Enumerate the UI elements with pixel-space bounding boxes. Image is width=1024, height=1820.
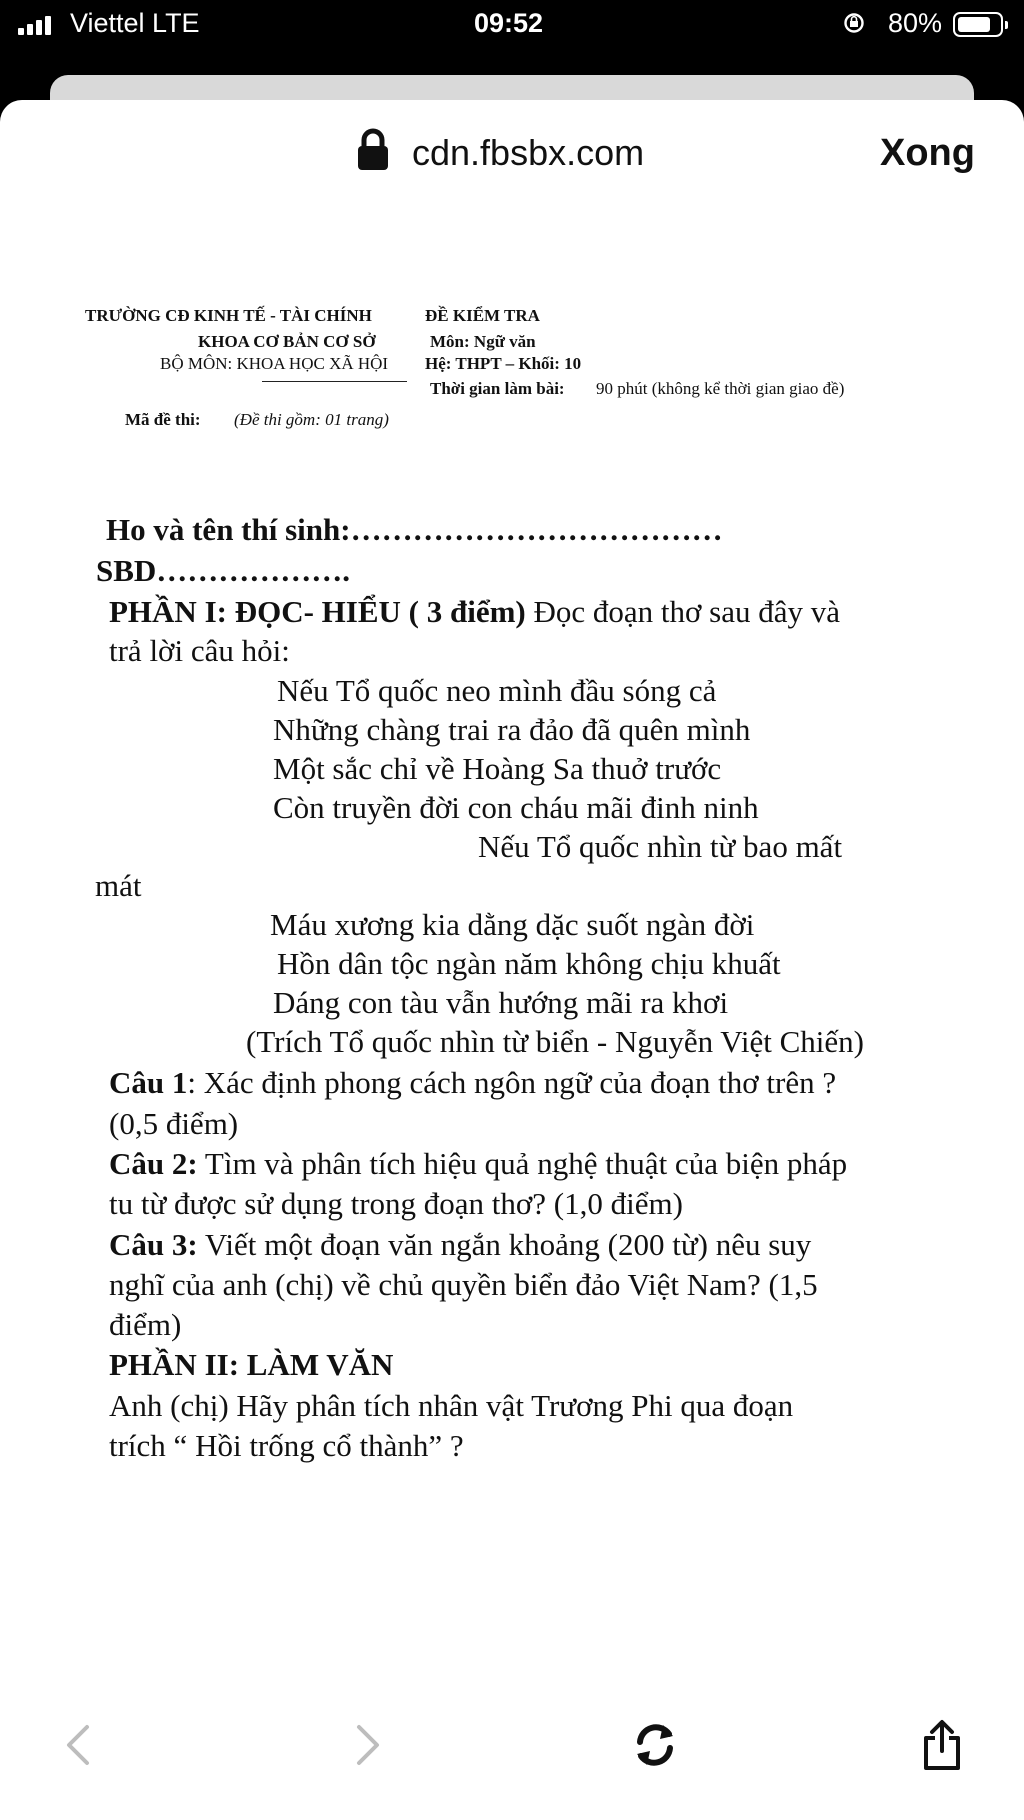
question-3-points: điểm) — [109, 1307, 182, 1342]
question-3-label: Câu 3: — [109, 1227, 198, 1262]
signal-icon — [18, 16, 51, 35]
sbd-line: SBD………………. — [96, 553, 351, 588]
faculty-name: KHOA CƠ BẢN CƠ SỞ — [198, 332, 376, 351]
part2-text: Anh (chị) Hãy phân tích nhân vật Trương Phi qua đoạn — [109, 1388, 794, 1423]
poem-line: Còn truyền đời con cháu mãi đinh ninh — [273, 790, 759, 825]
question-3-text: Viết một đoạn văn ngắn khoảng (200 từ) nêu suy — [197, 1227, 812, 1262]
question-2-text-cont: tu từ được sử dụng trong đoạn thơ? (1,0 điểm) — [109, 1186, 683, 1221]
time-value: 90 phút (không kể thời gian giao đề) — [596, 379, 845, 398]
back-icon — [63, 1723, 93, 1767]
battery-icon — [953, 12, 1003, 37]
question-2-text: Tìm và phân tích hiệu quả nghệ thuật của biện pháp — [197, 1146, 848, 1181]
department-name: BỘ MÔN: KHOA HỌC XÃ HỘI — [160, 354, 389, 373]
forward-button[interactable] — [338, 1715, 398, 1775]
part1-instruction-cont: trả lời câu hỏi: — [109, 633, 290, 668]
reload-icon — [630, 1720, 680, 1770]
done-button[interactable]: Xong — [880, 132, 975, 174]
url-bar — [0, 100, 1024, 210]
header-divider — [262, 381, 407, 382]
share-button[interactable] — [912, 1715, 972, 1775]
pages-note: (Đề thi gồm: 01 trang) — [234, 410, 389, 429]
poem-line: Nếu Tổ quốc nhìn từ bao mất — [478, 829, 843, 864]
battery-percent: 80% — [888, 8, 943, 38]
poem-citation: (Trích Tổ quốc nhìn từ biển - Nguyễn Việt Chiến) — [246, 1024, 864, 1059]
part1-instruction: Đọc đoạn thơ sau đây và — [525, 594, 841, 629]
subject-label: Môn: Ngữ văn — [430, 332, 536, 351]
exam-title: ĐỀ KIỂM TRA — [425, 306, 540, 325]
school-name: TRƯỜNG CĐ KINH TẾ - TÀI CHÍNH — [85, 306, 372, 325]
forward-icon — [353, 1723, 383, 1767]
part2-text-cont: trích “ Hồi trống cổ thành” ? — [109, 1428, 464, 1463]
status-bar — [0, 0, 1024, 50]
poem-line: Nếu Tổ quốc neo mình đầu sóng cả — [277, 673, 717, 708]
poem-line: Dáng con tàu vẫn hướng mãi ra khơi — [273, 985, 729, 1020]
poem-line: Một sắc chỉ về Hoàng Sa thuở trước — [273, 751, 722, 786]
system-label: Hệ: THPT – Khối: 10 — [425, 354, 582, 373]
share-icon — [920, 1718, 964, 1772]
part2-title: PHẦN II: LÀM VĂN — [109, 1347, 394, 1382]
lock-icon — [356, 128, 390, 172]
reload-button[interactable] — [625, 1715, 685, 1775]
poem-line: Hồn dân tộc ngàn năm không chịu khuất — [277, 946, 781, 981]
part1-title: PHẦN I: ĐỌC- HIỂU ( 3 điểm) — [109, 594, 526, 629]
poem-line: Máu xương kia dằng dặc suốt ngàn đời — [270, 907, 755, 942]
url-text: cdn.fbsbx.com — [412, 132, 645, 173]
question-1-points: (0,5 điểm) — [109, 1106, 239, 1141]
carrier-label: Viettel LTE — [70, 8, 200, 38]
exam-code-label: Mã đề thi: — [125, 410, 201, 429]
orientation-lock-icon — [843, 12, 865, 34]
name-line: Ho và tên thí sinh:……………………………… — [106, 512, 723, 547]
poem-line: mát — [95, 868, 142, 903]
clock: 09:52 — [474, 8, 544, 38]
time-label: Thời gian làm bài: — [430, 379, 565, 398]
question-2-label: Câu 2: — [109, 1146, 198, 1181]
poem-line: Những chàng trai ra đảo đã quên mình — [273, 712, 751, 747]
back-button[interactable] — [48, 1715, 108, 1775]
question-1-label: Câu 1 — [109, 1065, 188, 1100]
question-1-text: : Xác định phong cách ngôn ngữ của đoạn thơ trên ? — [187, 1065, 837, 1100]
question-3-text-cont: nghĩ của anh (chị) về chủ quyền biển đảo Việt Nam? (1,5 — [109, 1267, 818, 1302]
